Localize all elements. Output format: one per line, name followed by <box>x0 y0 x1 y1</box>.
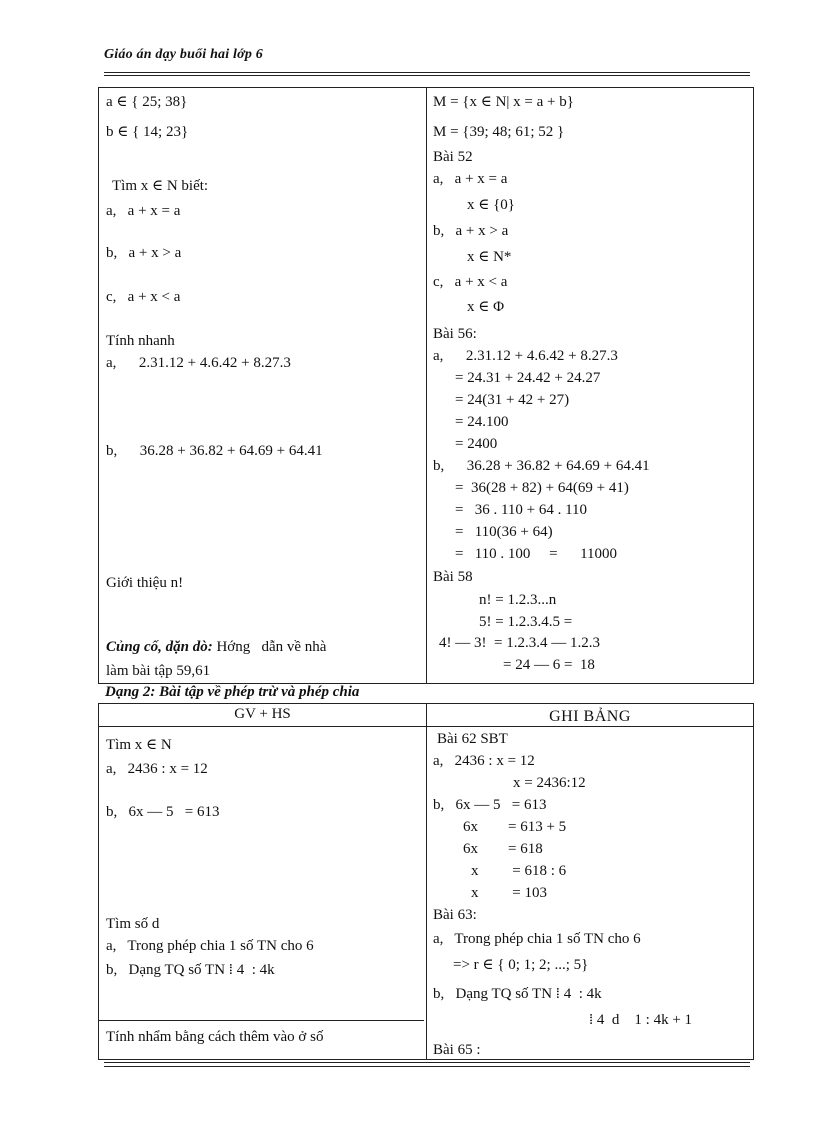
left-line: c, a + x < a <box>106 289 181 305</box>
right-line: n! = 1.2.3...n <box>479 592 557 608</box>
right-line: a, 2436 : x = 12 <box>433 753 535 769</box>
page-header-title: Giáo án dạy buổi hai lớp 6 <box>104 47 263 62</box>
column-header-right: GHI BẢNG <box>549 708 631 725</box>
column-divider <box>426 704 427 1059</box>
right-line: = 24(31 + 42 + 27) <box>455 392 570 408</box>
left-line: Tìm x ∈ N biết: <box>112 178 209 194</box>
right-line: => r ∈ { 0; 1; 2; ...; 5} <box>453 957 589 973</box>
left-line: a, Trong phép chia 1 số TN cho 6 <box>106 938 314 954</box>
right-line: = 36(28 + 82) + 64(69 + 41) <box>455 480 629 496</box>
left-line: Tính nhẩm bằng cách thêm vào ở số <box>106 1029 324 1045</box>
left-line: Tìm số d <box>106 916 160 932</box>
footer-rule-double <box>104 1066 750 1067</box>
right-line: = 24.31 + 24.42 + 24.27 <box>455 370 601 386</box>
right-line: = 110 . 100 = 11000 <box>455 546 618 562</box>
right-line: = 36 . 110 + 64 . 110 <box>455 502 588 518</box>
left-line: Tính nhanh <box>106 333 175 349</box>
header-rule-double <box>104 75 750 76</box>
header-row-divider <box>99 726 753 727</box>
right-line: x ∈ N* <box>467 249 512 265</box>
right-line: c, a + x < a <box>433 274 508 290</box>
right-line: x ∈ Φ <box>467 299 505 315</box>
left-line: Tìm x ∈ N <box>106 737 172 753</box>
left-line: b, 36.28 + 36.82 + 64.69 + 64.41 <box>106 443 323 459</box>
right-line: = 24 — 6 = 18 <box>503 657 595 673</box>
right-line: Bài 56: <box>433 326 477 342</box>
homework-line-2: làm bài tập 59,61 <box>106 663 211 679</box>
right-line: 6x = 613 + 5 <box>463 819 567 835</box>
left-line: b, a + x > a <box>106 245 182 261</box>
right-line: a, Trong phép chia 1 số TN cho 6 <box>433 931 641 947</box>
left-line: b, Dạng TQ số TN ⁞ 4 : 4k <box>106 962 275 978</box>
column-divider <box>426 88 427 683</box>
lesson-table-1 <box>98 87 754 684</box>
right-line: 6x = 618 <box>463 841 543 857</box>
right-line: = 24.100 <box>455 414 509 430</box>
homework-line <box>106 638 326 656</box>
right-line: Bài 62 SBT <box>437 731 508 747</box>
header-rule <box>104 72 750 73</box>
right-line: M = {39; 48; 61; 52 } <box>433 124 565 140</box>
left-line: a, 2436 : x = 12 <box>106 761 208 777</box>
section-title: Dạng 2: Bài tập về phép trừ và phép chia <box>105 684 360 700</box>
footer-rule <box>104 1062 750 1063</box>
right-line: b, 6x — 5 = 613 <box>433 797 547 813</box>
right-line: Bài 52 <box>433 149 473 165</box>
right-line: b, Dạng TQ số TN ⁞ 4 : 4k <box>433 986 602 1002</box>
right-line: = 2400 <box>455 436 498 452</box>
right-line: M = {x ∈ N| x = a + b} <box>433 94 574 110</box>
right-line: Bài 63: <box>433 907 477 923</box>
homework-text: Hớng dẫn về nhà <box>212 639 327 655</box>
left-line: a, a + x = a <box>106 203 181 219</box>
right-line: 5! = 1.2.3.4.5 = <box>479 614 573 630</box>
right-line: x = 103 <box>471 885 547 901</box>
right-line: Bài 65 : <box>433 1042 481 1058</box>
right-line: Bài 58 <box>433 569 473 585</box>
left-line: a, 2.31.12 + 4.6.42 + 8.27.3 <box>106 355 291 371</box>
left-line: Giới thiệu n! <box>106 575 184 591</box>
left-line: b ∈ { 14; 23} <box>106 124 189 140</box>
right-line: = 110(36 + 64) <box>455 524 553 540</box>
row-divider <box>99 1020 424 1021</box>
left-line: b, 6x — 5 = 613 <box>106 804 220 820</box>
right-line: x ∈ {0} <box>467 197 516 213</box>
right-line: x = 618 : 6 <box>471 863 567 879</box>
right-line: a, a + x = a <box>433 171 508 187</box>
column-header-left: GV + HS <box>234 706 291 722</box>
right-line: b, a + x > a <box>433 223 509 239</box>
right-line: b, 36.28 + 36.82 + 64.69 + 64.41 <box>433 458 650 474</box>
right-line: 4! — 3! = 1.2.3.4 — 1.2.3 <box>439 635 600 651</box>
right-line: ⁞ 4 d 1 : 4k + 1 <box>589 1012 693 1028</box>
right-line: x = 2436:12 <box>513 775 586 791</box>
right-line: a, 2.31.12 + 4.6.42 + 8.27.3 <box>433 348 618 364</box>
lesson-table-2 <box>98 703 754 1060</box>
homework-label: Củng cố, dặn dò: <box>106 639 213 655</box>
left-line: a ∈ { 25; 38} <box>106 94 188 110</box>
